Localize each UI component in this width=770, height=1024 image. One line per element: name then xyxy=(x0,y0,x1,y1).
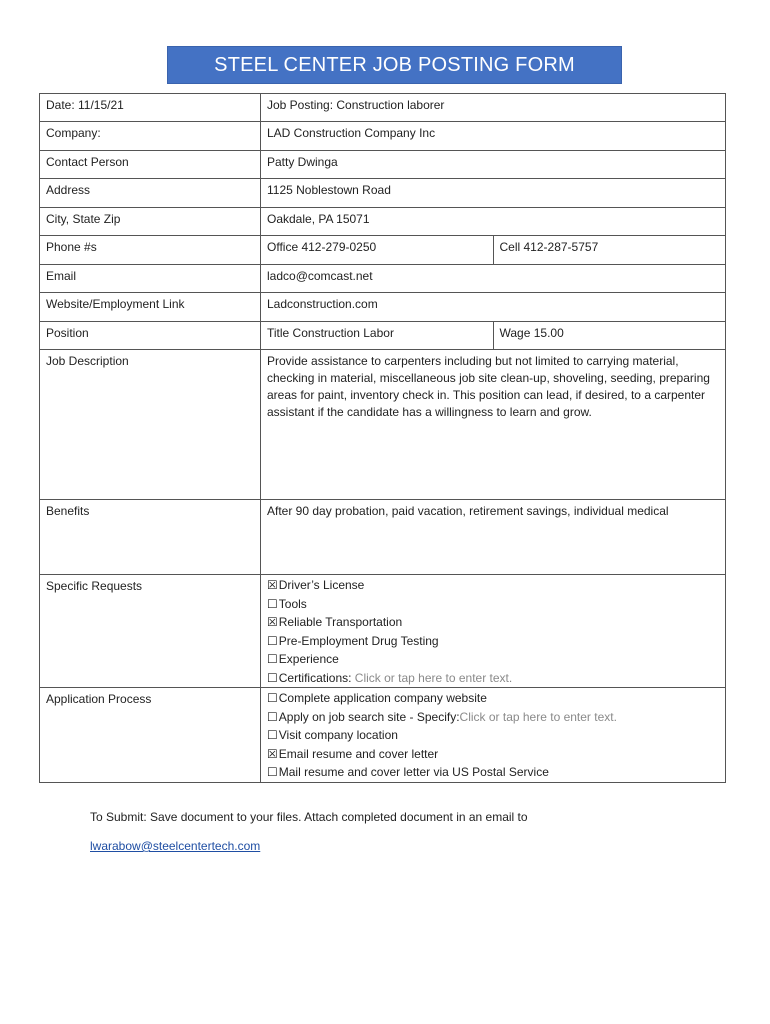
unchecked-box-icon[interactable]: ☐ xyxy=(267,691,278,705)
application-process-list xyxy=(261,688,726,783)
unchecked-box-icon[interactable]: ☐ xyxy=(267,633,278,648)
job-posting-cell[interactable]: Job Posting: Construction laborer xyxy=(261,94,726,122)
process-label: Visit company location xyxy=(278,728,398,742)
row-website xyxy=(40,293,726,322)
submit-instructions: To Submit: Save document to your files. Attach completed document in an email to xyxy=(90,810,528,824)
position-title-field[interactable]: Title Construction Labor xyxy=(261,322,494,350)
process-label: Email resume and cover letter xyxy=(278,746,439,761)
address-field[interactable]: 1125 Noblestown Road xyxy=(261,179,726,208)
row-contact xyxy=(40,151,726,179)
checked-box-icon[interactable]: ☒ xyxy=(267,746,278,761)
company-label: Company: xyxy=(40,122,261,151)
process-email-resume[interactable] xyxy=(267,745,719,764)
address-label: Address xyxy=(40,179,261,208)
application-process-label: Application Process xyxy=(40,688,261,783)
unchecked-box-icon[interactable]: ☐ xyxy=(267,709,278,724)
checked-box-icon[interactable]: ☒ xyxy=(267,615,278,629)
city-field[interactable]: Oakdale, PA 15071 xyxy=(261,208,726,236)
process-label: Mail resume and cover letter via US Postal Service xyxy=(278,765,549,779)
request-drivers-license[interactable] xyxy=(267,576,719,595)
request-drug-testing[interactable] xyxy=(267,632,719,651)
office-phone-field[interactable]: Office 412-279-0250 xyxy=(261,236,494,265)
request-certifications[interactable] xyxy=(267,669,719,688)
company-field[interactable]: LAD Construction Company Inc xyxy=(261,122,726,151)
process-visit-location[interactable] xyxy=(267,726,719,745)
website-label: Website/Employment Link xyxy=(40,293,261,322)
row-application-process xyxy=(40,688,726,783)
wage-field[interactable]: Wage 15.00 xyxy=(493,322,726,350)
row-date xyxy=(40,94,726,122)
request-label: Reliable Transportation xyxy=(278,615,403,629)
email-label: Email xyxy=(40,265,261,293)
contact-field[interactable]: Patty Dwinga xyxy=(261,151,726,179)
process-label: Apply on job search site - Specify: xyxy=(278,709,460,724)
row-position xyxy=(40,322,726,350)
unchecked-box-icon[interactable]: ☐ xyxy=(267,670,278,685)
job-description-field[interactable]: Provide assistance to carpenters including but not limited to carrying material, checking in material, miscellaneous job site clean-up, shoveling, seeding, preparing areas for paint, inventory check in. This position can lead, if desired, to a carpenter assistant if the candidate has a willingness to learn and grow. xyxy=(261,350,726,500)
checked-box-icon[interactable]: ☒ xyxy=(267,578,278,592)
row-benefits xyxy=(40,500,726,575)
request-tools[interactable] xyxy=(267,595,719,614)
request-label: Experience xyxy=(278,652,339,666)
job-description-label: Job Description xyxy=(40,350,261,500)
row-city xyxy=(40,208,726,236)
website-field[interactable]: Ladconstruction.com xyxy=(261,293,726,322)
job-posting-form-table xyxy=(39,93,726,783)
form-title: STEEL CENTER JOB POSTING FORM xyxy=(167,46,622,84)
specific-requests-list xyxy=(261,575,726,688)
position-label: Position xyxy=(40,322,261,350)
row-address xyxy=(40,179,726,208)
phone-label: Phone #s xyxy=(40,236,261,265)
job-search-site-input[interactable]: Click or tap here to enter text. xyxy=(459,709,617,724)
specific-requests-label: Specific Requests xyxy=(40,575,261,688)
request-experience[interactable] xyxy=(267,650,719,669)
row-job-description xyxy=(40,350,726,500)
certifications-input[interactable]: Click or tap here to enter text. xyxy=(354,670,513,685)
request-label: Certifications: xyxy=(278,670,355,685)
email-field[interactable]: ladco@comcast.net xyxy=(261,265,726,293)
request-label: Driver’s License xyxy=(278,578,365,592)
cell-phone-field[interactable]: Cell 412-287-5757 xyxy=(493,236,726,265)
unchecked-box-icon[interactable]: ☐ xyxy=(267,765,278,779)
submit-email-link[interactable]: lwarabow@steelcentertech.com xyxy=(90,839,261,853)
contact-label: Contact Person xyxy=(40,151,261,179)
process-job-search-site[interactable] xyxy=(267,708,719,727)
process-mail-resume[interactable] xyxy=(267,763,719,782)
request-label: Tools xyxy=(278,596,307,611)
row-phone xyxy=(40,236,726,265)
unchecked-box-icon[interactable]: ☐ xyxy=(267,596,278,611)
benefits-field[interactable]: After 90 day probation, paid vacation, retirement savings, individual medical xyxy=(261,500,726,575)
row-email xyxy=(40,265,726,293)
request-reliable-transportation[interactable] xyxy=(267,613,719,632)
process-label: Complete application company website xyxy=(278,691,487,705)
date-cell[interactable]: Date: 11/15/21 xyxy=(40,94,261,122)
unchecked-box-icon[interactable]: ☐ xyxy=(267,652,278,666)
request-label: Pre-Employment Drug Testing xyxy=(278,633,439,648)
unchecked-box-icon[interactable]: ☐ xyxy=(267,728,278,742)
row-company xyxy=(40,122,726,151)
benefits-label: Benefits xyxy=(40,500,261,575)
city-label: City, State Zip xyxy=(40,208,261,236)
process-company-website[interactable] xyxy=(267,689,719,708)
row-specific-requests xyxy=(40,575,726,688)
